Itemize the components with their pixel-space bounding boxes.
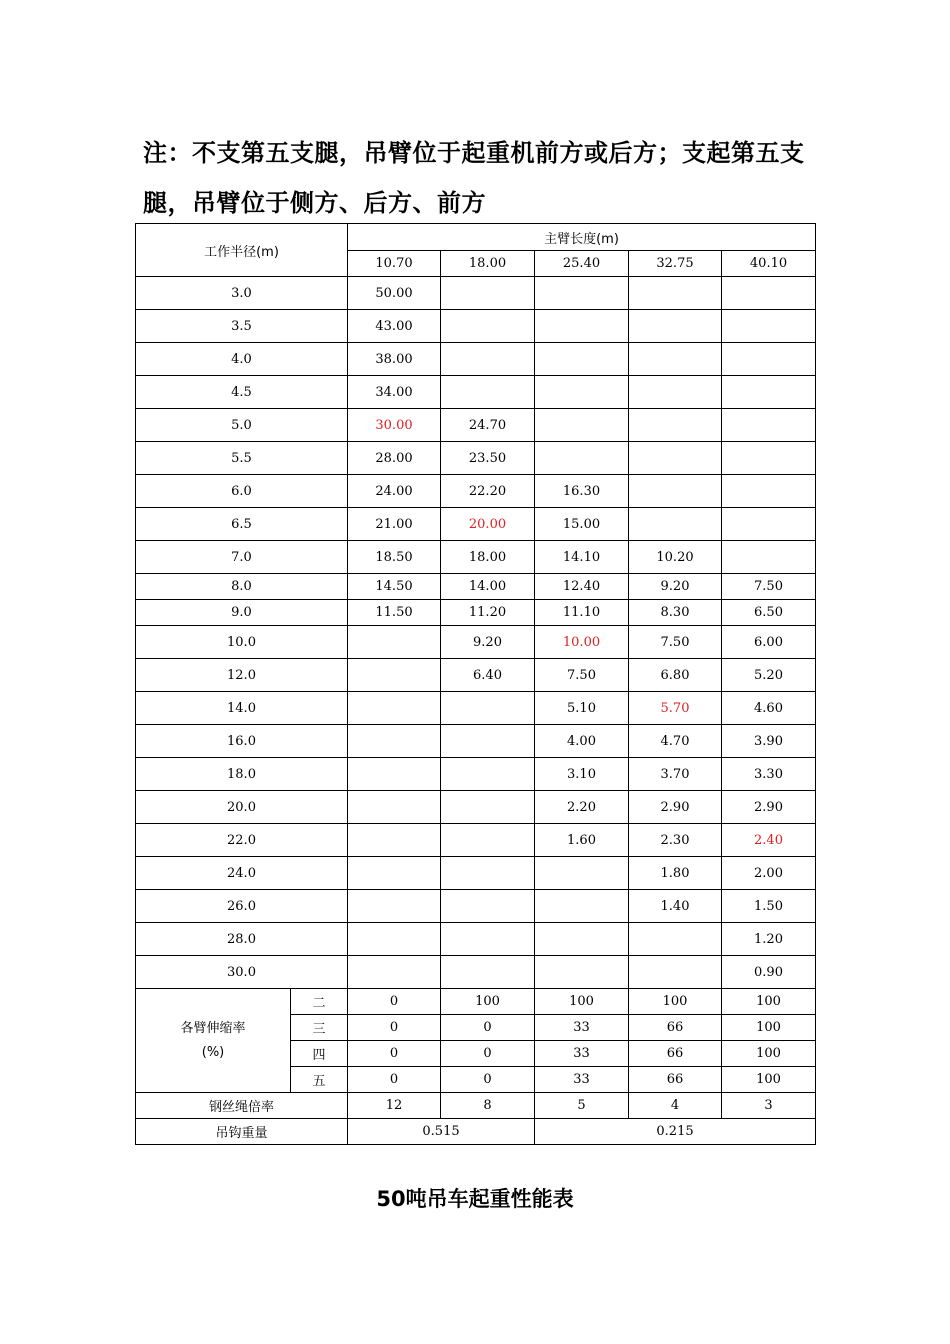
- capacity-cell: 1.60: [535, 824, 629, 857]
- hook-weight-cell: 0.515: [348, 1119, 535, 1145]
- capacity-cell: 34.00: [348, 376, 441, 409]
- extension-rate-cell: 100: [722, 1041, 816, 1067]
- capacity-cell: 3.90: [722, 725, 816, 758]
- capacity-cell: 2.40: [722, 824, 816, 857]
- extension-rate-cell: 33: [535, 1041, 629, 1067]
- capacity-cell: 18.00: [441, 541, 535, 574]
- hook-row: [136, 1119, 816, 1145]
- capacity-cell: 8.30: [629, 600, 722, 626]
- capacity-cell: [535, 923, 629, 956]
- hook-weight-cell: 0.215: [535, 1119, 816, 1145]
- section-name-cell: 四: [291, 1041, 348, 1067]
- radius-cell: 10.0: [136, 626, 348, 659]
- extension-label: [136, 989, 291, 1093]
- capacity-cell: [722, 475, 816, 508]
- capacity-cell: 10.20: [629, 541, 722, 574]
- table-row: [136, 376, 816, 409]
- capacity-cell: 11.20: [441, 600, 535, 626]
- radius-cell: 24.0: [136, 857, 348, 890]
- capacity-cell: 11.10: [535, 600, 629, 626]
- boom-length-cell: 25.40: [535, 251, 629, 277]
- rope-rate-cell: 4: [629, 1093, 722, 1119]
- capacity-cell: [441, 956, 535, 989]
- radius-cell: 28.0: [136, 923, 348, 956]
- radius-cell: 9.0: [136, 600, 348, 626]
- extension-rate-cell: 100: [629, 989, 722, 1015]
- radius-cell: 20.0: [136, 791, 348, 824]
- capacity-cell: [535, 857, 629, 890]
- capacity-cell: 6.00: [722, 626, 816, 659]
- radius-cell: 3.0: [136, 277, 348, 310]
- capacity-cell: [722, 277, 816, 310]
- radius-cell: 5.0: [136, 409, 348, 442]
- capacity-cell: [535, 277, 629, 310]
- rope-rate-cell: 3: [722, 1093, 816, 1119]
- capacity-cell: [629, 343, 722, 376]
- table-title: 50吨吊车起重性能表: [376, 1187, 574, 1211]
- extension-rate-cell: 66: [629, 1067, 722, 1093]
- capacity-cell: 7.50: [722, 574, 816, 600]
- capacity-cell: 7.50: [535, 659, 629, 692]
- radius-cell: 30.0: [136, 956, 348, 989]
- table-row: [136, 600, 816, 626]
- capacity-cell: 28.00: [348, 442, 441, 475]
- table-row: [136, 343, 816, 376]
- capacity-cell: 2.00: [722, 857, 816, 890]
- radius-cell: 7.0: [136, 541, 348, 574]
- capacity-cell: [722, 409, 816, 442]
- capacity-cell: [441, 277, 535, 310]
- capacity-cell: [441, 923, 535, 956]
- table-row: [136, 626, 816, 659]
- capacity-cell: 20.00: [441, 508, 535, 541]
- capacity-cell: [629, 310, 722, 343]
- capacity-cell: [441, 890, 535, 923]
- radius-cell: 5.5: [136, 442, 348, 475]
- capacity-cell: 6.80: [629, 659, 722, 692]
- capacity-cell: 6.40: [441, 659, 535, 692]
- extension-rate-cell: 100: [535, 989, 629, 1015]
- capacity-cell: [535, 442, 629, 475]
- capacity-cell: 4.00: [535, 725, 629, 758]
- capacity-cell: 6.50: [722, 600, 816, 626]
- extension-rate-cell: 100: [722, 1015, 816, 1041]
- capacity-cell: [348, 857, 441, 890]
- capacity-cell: [348, 791, 441, 824]
- table-row: [136, 692, 816, 725]
- capacity-cell: [441, 791, 535, 824]
- capacity-cell: [348, 758, 441, 791]
- table-row: [136, 956, 816, 989]
- capacity-cell: 5.70: [629, 692, 722, 725]
- capacity-cell: [441, 857, 535, 890]
- table-row: [136, 890, 816, 923]
- capacity-cell: [535, 376, 629, 409]
- capacity-cell: [441, 692, 535, 725]
- capacity-cell: [629, 956, 722, 989]
- capacity-cell: 14.10: [535, 541, 629, 574]
- capacity-cell: [441, 343, 535, 376]
- extension-rate-cell: 33: [535, 1067, 629, 1093]
- capacity-cell: [629, 923, 722, 956]
- capacity-cell: 1.20: [722, 923, 816, 956]
- radius-header: 工作半径(m): [136, 224, 348, 277]
- extension-rate-cell: 0: [348, 1015, 441, 1041]
- extension-rate-cell: 100: [441, 989, 535, 1015]
- extension-row: [136, 989, 816, 1015]
- capacity-cell: 2.90: [629, 791, 722, 824]
- table-row: [136, 541, 816, 574]
- table-row: [136, 574, 816, 600]
- note-text: 注：不支第五支腿，吊臂位于起重机前方或后方；支起第五支腿，吊臂位于侧方、后方、前方: [143, 139, 805, 217]
- capacity-cell: 9.20: [629, 574, 722, 600]
- capacity-cell: 3.70: [629, 758, 722, 791]
- capacity-cell: [348, 824, 441, 857]
- capacity-cell: 1.50: [722, 890, 816, 923]
- capacity-cell: [629, 508, 722, 541]
- capacity-cell: [441, 824, 535, 857]
- radius-cell: 6.5: [136, 508, 348, 541]
- table-row: [136, 409, 816, 442]
- capacity-cell: [722, 343, 816, 376]
- table-row: [136, 824, 816, 857]
- capacity-cell: [629, 376, 722, 409]
- capacity-cell: [722, 376, 816, 409]
- section-name-cell: 五: [291, 1067, 348, 1093]
- extension-rate-cell: 0: [348, 989, 441, 1015]
- capacity-cell: 1.80: [629, 857, 722, 890]
- capacity-cell: 38.00: [348, 343, 441, 376]
- radius-cell: 4.0: [136, 343, 348, 376]
- capacity-cell: [629, 442, 722, 475]
- extension-rate-cell: 0: [348, 1067, 441, 1093]
- capacity-cell: [348, 692, 441, 725]
- boom-length-cell: 18.00: [441, 251, 535, 277]
- extension-rate-cell: 0: [348, 1041, 441, 1067]
- capacity-cell: [629, 475, 722, 508]
- capacity-cell: 14.50: [348, 574, 441, 600]
- capacity-cell: [441, 376, 535, 409]
- table-row: [136, 475, 816, 508]
- extension-rate-cell: 0: [441, 1041, 535, 1067]
- extension-rate-cell: 0: [441, 1015, 535, 1041]
- rope-rate-cell: 12: [348, 1093, 441, 1119]
- table-row: [136, 659, 816, 692]
- capacity-cell: 0.90: [722, 956, 816, 989]
- capacity-cell: [348, 890, 441, 923]
- capacity-cell: 3.30: [722, 758, 816, 791]
- capacity-cell: 4.70: [629, 725, 722, 758]
- section-name-cell: 二: [291, 989, 348, 1015]
- rope-rate-cell: 5: [535, 1093, 629, 1119]
- boom-length-header: 主臂长度(m): [348, 224, 816, 251]
- rope-rate-cell: 8: [441, 1093, 535, 1119]
- load-chart-table: [135, 223, 816, 1145]
- capacity-cell: [535, 310, 629, 343]
- capacity-cell: 16.30: [535, 475, 629, 508]
- extension-rate-cell: 33: [535, 1015, 629, 1041]
- capacity-cell: 7.50: [629, 626, 722, 659]
- capacity-cell: 5.10: [535, 692, 629, 725]
- capacity-cell: [348, 626, 441, 659]
- radius-cell: 26.0: [136, 890, 348, 923]
- capacity-cell: [348, 725, 441, 758]
- capacity-cell: 24.00: [348, 475, 441, 508]
- table-row: [136, 758, 816, 791]
- capacity-cell: 9.20: [441, 626, 535, 659]
- capacity-cell: [535, 343, 629, 376]
- radius-cell: 8.0: [136, 574, 348, 600]
- capacity-cell: 21.00: [348, 508, 441, 541]
- capacity-cell: [535, 409, 629, 442]
- rope-label: 钢丝绳倍率: [136, 1093, 348, 1119]
- capacity-cell: 14.00: [441, 574, 535, 600]
- radius-cell: 6.0: [136, 475, 348, 508]
- capacity-cell: 50.00: [348, 277, 441, 310]
- extension-rate-cell: 100: [722, 1067, 816, 1093]
- capacity-cell: 30.00: [348, 409, 441, 442]
- capacity-cell: [535, 890, 629, 923]
- boom-length-cell: 32.75: [629, 251, 722, 277]
- capacity-cell: 5.20: [722, 659, 816, 692]
- radius-cell: 12.0: [136, 659, 348, 692]
- extension-rate-cell: 0: [441, 1067, 535, 1093]
- capacity-cell: [348, 659, 441, 692]
- capacity-cell: [441, 310, 535, 343]
- capacity-cell: 11.50: [348, 600, 441, 626]
- capacity-cell: [348, 923, 441, 956]
- table-row: [136, 857, 816, 890]
- extension-label-line2: (%): [201, 1044, 225, 1060]
- table-row: [136, 791, 816, 824]
- capacity-cell: 10.00: [535, 626, 629, 659]
- radius-cell: 18.0: [136, 758, 348, 791]
- capacity-cell: [629, 277, 722, 310]
- table-row: [136, 923, 816, 956]
- radius-cell: 4.5: [136, 376, 348, 409]
- extension-rate-cell: 66: [629, 1041, 722, 1067]
- capacity-cell: 4.60: [722, 692, 816, 725]
- radius-cell: 16.0: [136, 725, 348, 758]
- boom-length-cell: 40.10: [722, 251, 816, 277]
- boom-length-cell: 10.70: [348, 251, 441, 277]
- capacity-cell: 22.20: [441, 475, 535, 508]
- capacity-cell: 24.70: [441, 409, 535, 442]
- radius-cell: 14.0: [136, 692, 348, 725]
- section-name-cell: 三: [291, 1015, 348, 1041]
- table-row: [136, 442, 816, 475]
- capacity-cell: [441, 758, 535, 791]
- capacity-cell: 18.50: [348, 541, 441, 574]
- radius-cell: 3.5: [136, 310, 348, 343]
- hook-label: 吊钩重量: [136, 1119, 348, 1145]
- table-row: [136, 725, 816, 758]
- capacity-cell: [722, 541, 816, 574]
- capacity-cell: 12.40: [535, 574, 629, 600]
- capacity-cell: 1.40: [629, 890, 722, 923]
- table-row: [136, 277, 816, 310]
- capacity-cell: [722, 508, 816, 541]
- table-row: [136, 508, 816, 541]
- capacity-cell: [722, 310, 816, 343]
- table-row: [136, 310, 816, 343]
- capacity-cell: 2.30: [629, 824, 722, 857]
- capacity-cell: [722, 442, 816, 475]
- extension-rate-cell: 66: [629, 1015, 722, 1041]
- rope-row: [136, 1093, 816, 1119]
- capacity-cell: 43.00: [348, 310, 441, 343]
- radius-cell: 22.0: [136, 824, 348, 857]
- extension-rate-cell: 100: [722, 989, 816, 1015]
- capacity-cell: 2.20: [535, 791, 629, 824]
- capacity-cell: [535, 956, 629, 989]
- capacity-cell: 2.90: [722, 791, 816, 824]
- capacity-cell: [441, 725, 535, 758]
- capacity-cell: [348, 956, 441, 989]
- capacity-cell: 23.50: [441, 442, 535, 475]
- capacity-cell: [629, 409, 722, 442]
- extension-label-line1: 各臂伸缩率: [180, 1020, 246, 1036]
- capacity-cell: 15.00: [535, 508, 629, 541]
- capacity-cell: 3.10: [535, 758, 629, 791]
